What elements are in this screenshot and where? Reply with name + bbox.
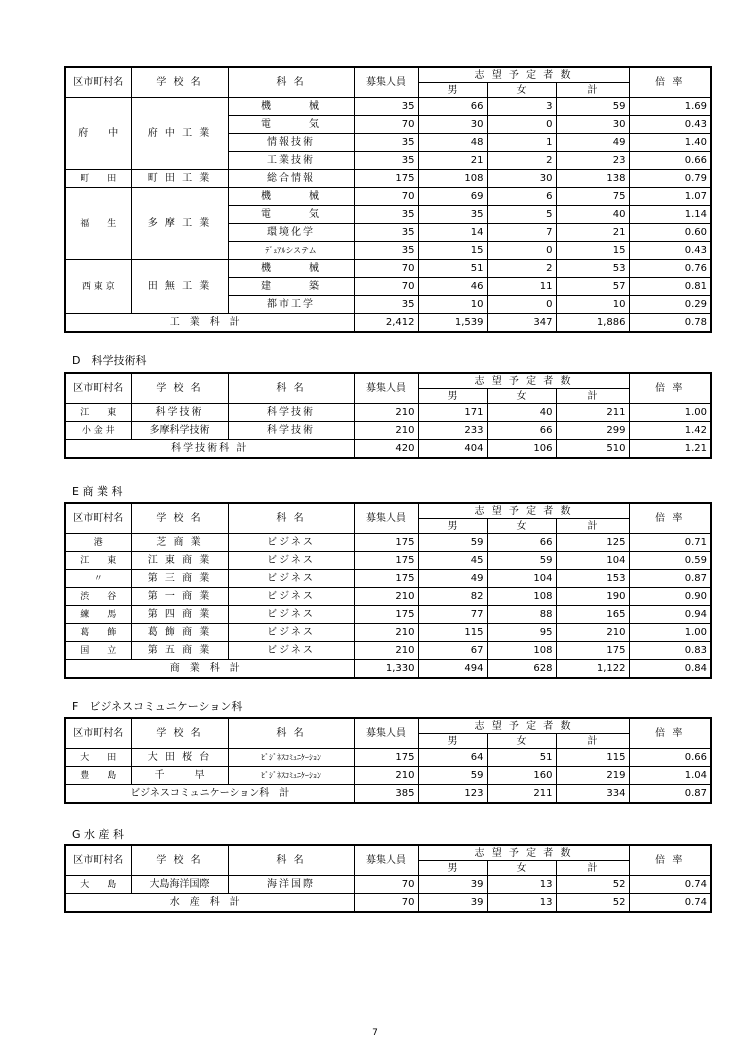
table-row bbox=[65, 170, 711, 188]
ratio-cell: 0.90 bbox=[629, 588, 711, 606]
capacity-cell: 175 bbox=[354, 534, 418, 552]
header-area: 区市町村名 bbox=[65, 67, 131, 98]
total-cell: 30 bbox=[556, 116, 629, 134]
female-cell: 59 bbox=[487, 552, 556, 570]
table-row bbox=[65, 260, 711, 278]
section-heading-f: F ビジネスコミュニケーション科 bbox=[72, 700, 243, 713]
ratio-cell: 0.66 bbox=[629, 152, 711, 170]
header-capacity: 募集人員 bbox=[354, 373, 418, 404]
header-applicants: 志 望 予 定 者 数 bbox=[418, 503, 629, 519]
header-area: 区市町村名 bbox=[65, 503, 131, 534]
ratio-cell: 0.79 bbox=[629, 170, 711, 188]
area-cell: 大 田 bbox=[65, 749, 131, 767]
header-male: 男 bbox=[418, 861, 487, 876]
dept-cell: ビジネス bbox=[228, 534, 354, 552]
total-cell: 153 bbox=[556, 570, 629, 588]
area-cell: 〃 bbox=[65, 570, 131, 588]
total-cell: 52 bbox=[556, 876, 629, 894]
total-cell: 115 bbox=[556, 749, 629, 767]
table-row bbox=[65, 552, 711, 570]
total-cell: 299 bbox=[556, 422, 629, 440]
ratio-cell: 0.29 bbox=[629, 296, 711, 314]
header-female: 女 bbox=[487, 83, 556, 98]
capacity-cell: 35 bbox=[354, 152, 418, 170]
male-cell: 46 bbox=[418, 278, 487, 296]
ratio-cell: 0.43 bbox=[629, 116, 711, 134]
school-cell: 多 摩 工 業 bbox=[131, 188, 228, 260]
header-area: 区市町村名 bbox=[65, 845, 131, 876]
total-cell: 57 bbox=[556, 278, 629, 296]
table-row bbox=[65, 588, 711, 606]
total-cell: 125 bbox=[556, 534, 629, 552]
school-cell: 第 五 商 業 bbox=[131, 642, 228, 660]
dept-cell: ﾋﾞｼﾞﾈｽｺﾐｭﾆｹｰｼｮﾝ bbox=[228, 749, 354, 767]
header-dept: 科 名 bbox=[228, 67, 354, 98]
area-cell: 西 東 京 bbox=[65, 260, 131, 314]
header-total: 計 bbox=[556, 734, 629, 749]
male-cell: 49 bbox=[418, 570, 487, 588]
header-male: 男 bbox=[418, 519, 487, 534]
area-cell: 江 東 bbox=[65, 552, 131, 570]
male-cell: 64 bbox=[418, 749, 487, 767]
page-number: 7 bbox=[372, 1028, 378, 1038]
area-cell: 渋 谷 bbox=[65, 588, 131, 606]
capacity-cell: 70 bbox=[354, 894, 418, 913]
ratio-cell: 1.69 bbox=[629, 98, 711, 116]
dept-cell: ビジネス bbox=[228, 588, 354, 606]
area-cell: 小 金 井 bbox=[65, 422, 131, 440]
header-total: 計 bbox=[556, 83, 629, 98]
ratio-cell: 0.76 bbox=[629, 260, 711, 278]
ratio-cell: 0.43 bbox=[629, 242, 711, 260]
area-cell: 福 生 bbox=[65, 188, 131, 260]
school-cell: 町 田 工 業 bbox=[131, 170, 228, 188]
dept-cell: 海洋国際 bbox=[228, 876, 354, 894]
female-cell: 13 bbox=[487, 894, 556, 913]
dept-cell: 情報技術 bbox=[228, 134, 354, 152]
header-applicants: 志 望 予 定 者 数 bbox=[418, 718, 629, 734]
area-cell: 町 田 bbox=[65, 170, 131, 188]
total-cell: 175 bbox=[556, 642, 629, 660]
dept-cell: ビジネス bbox=[228, 624, 354, 642]
female-cell: 628 bbox=[487, 660, 556, 679]
male-cell: 39 bbox=[418, 894, 487, 913]
female-cell: 108 bbox=[487, 588, 556, 606]
total-cell: 15 bbox=[556, 242, 629, 260]
table-row bbox=[65, 749, 711, 767]
total-cell: 211 bbox=[556, 404, 629, 422]
total-cell: 21 bbox=[556, 224, 629, 242]
header-applicants: 志 望 予 定 者 数 bbox=[418, 845, 629, 861]
capacity-cell: 210 bbox=[354, 422, 418, 440]
dept-cell: 電 気 bbox=[228, 116, 354, 134]
female-cell: 0 bbox=[487, 296, 556, 314]
total-cell: 510 bbox=[556, 440, 629, 459]
female-cell: 2 bbox=[487, 260, 556, 278]
female-cell: 51 bbox=[487, 749, 556, 767]
ratio-cell: 0.83 bbox=[629, 642, 711, 660]
male-cell: 123 bbox=[418, 785, 487, 804]
female-cell: 2 bbox=[487, 152, 556, 170]
school-cell: 千 早 bbox=[131, 767, 228, 785]
total-row bbox=[65, 894, 711, 913]
ratio-cell: 1.14 bbox=[629, 206, 711, 224]
total-label: 工業科計 bbox=[65, 314, 354, 333]
male-cell: 59 bbox=[418, 767, 487, 785]
header-applicants: 志 望 予 定 者 数 bbox=[418, 67, 629, 83]
commerce-table bbox=[64, 502, 712, 679]
female-cell: 1 bbox=[487, 134, 556, 152]
table-row bbox=[65, 534, 711, 552]
dept-cell: 科学技術 bbox=[228, 404, 354, 422]
school-cell: 大島海洋国際 bbox=[131, 876, 228, 894]
female-cell: 66 bbox=[487, 422, 556, 440]
capacity-cell: 210 bbox=[354, 404, 418, 422]
total-cell: 40 bbox=[556, 206, 629, 224]
male-cell: 77 bbox=[418, 606, 487, 624]
male-cell: 69 bbox=[418, 188, 487, 206]
section-heading-e: E 商 業 科 bbox=[72, 485, 123, 498]
business-comm-table bbox=[64, 717, 712, 804]
total-row bbox=[65, 785, 711, 804]
female-cell: 160 bbox=[487, 767, 556, 785]
table-row bbox=[65, 404, 711, 422]
total-cell: 1,122 bbox=[556, 660, 629, 679]
ratio-cell: 0.59 bbox=[629, 552, 711, 570]
male-cell: 51 bbox=[418, 260, 487, 278]
ratio-cell: 0.74 bbox=[629, 876, 711, 894]
header-dept: 科 名 bbox=[228, 845, 354, 876]
total-cell: 104 bbox=[556, 552, 629, 570]
header-school: 学 校 名 bbox=[131, 718, 228, 749]
header-dept: 科 名 bbox=[228, 373, 354, 404]
total-cell: 75 bbox=[556, 188, 629, 206]
header-female: 女 bbox=[487, 734, 556, 749]
female-cell: 6 bbox=[487, 188, 556, 206]
ratio-cell: 0.74 bbox=[629, 894, 711, 913]
capacity-cell: 175 bbox=[354, 552, 418, 570]
header-applicants: 志 望 予 定 者 数 bbox=[418, 373, 629, 389]
header-ratio: 倍 率 bbox=[629, 503, 711, 534]
header-ratio: 倍 率 bbox=[629, 845, 711, 876]
school-cell: 第 四 商 業 bbox=[131, 606, 228, 624]
female-cell: 7 bbox=[487, 224, 556, 242]
capacity-cell: 175 bbox=[354, 606, 418, 624]
total-row bbox=[65, 314, 711, 333]
ratio-cell: 0.66 bbox=[629, 749, 711, 767]
header-capacity: 募集人員 bbox=[354, 718, 418, 749]
male-cell: 35 bbox=[418, 206, 487, 224]
female-cell: 66 bbox=[487, 534, 556, 552]
table-row bbox=[65, 624, 711, 642]
capacity-cell: 210 bbox=[354, 642, 418, 660]
total-cell: 49 bbox=[556, 134, 629, 152]
capacity-cell: 35 bbox=[354, 134, 418, 152]
total-cell: 59 bbox=[556, 98, 629, 116]
total-cell: 23 bbox=[556, 152, 629, 170]
header-school: 学 校 名 bbox=[131, 503, 228, 534]
capacity-cell: 420 bbox=[354, 440, 418, 459]
male-cell: 82 bbox=[418, 588, 487, 606]
ratio-cell: 0.84 bbox=[629, 660, 711, 679]
header-school: 学 校 名 bbox=[131, 845, 228, 876]
total-cell: 219 bbox=[556, 767, 629, 785]
male-cell: 115 bbox=[418, 624, 487, 642]
total-cell: 334 bbox=[556, 785, 629, 804]
female-cell: 11 bbox=[487, 278, 556, 296]
section-heading-g: G 水 産 科 bbox=[72, 828, 125, 841]
school-cell: 府 中 工 業 bbox=[131, 98, 228, 170]
female-cell: 3 bbox=[487, 98, 556, 116]
ratio-cell: 1.07 bbox=[629, 188, 711, 206]
capacity-cell: 210 bbox=[354, 767, 418, 785]
capacity-cell: 2,412 bbox=[354, 314, 418, 333]
ratio-cell: 1.40 bbox=[629, 134, 711, 152]
male-cell: 404 bbox=[418, 440, 487, 459]
table-row bbox=[65, 767, 711, 785]
area-cell: 大 島 bbox=[65, 876, 131, 894]
capacity-cell: 35 bbox=[354, 242, 418, 260]
ratio-cell: 0.60 bbox=[629, 224, 711, 242]
area-cell: 練 馬 bbox=[65, 606, 131, 624]
female-cell: 13 bbox=[487, 876, 556, 894]
science-tech-table bbox=[64, 372, 712, 459]
ratio-cell: 1.04 bbox=[629, 767, 711, 785]
dept-cell: 工業技術 bbox=[228, 152, 354, 170]
female-cell: 5 bbox=[487, 206, 556, 224]
industry-table bbox=[64, 66, 712, 333]
total-label: 水産科計 bbox=[65, 894, 354, 913]
male-cell: 1,539 bbox=[418, 314, 487, 333]
female-cell: 0 bbox=[487, 116, 556, 134]
school-cell: 芝 商 業 bbox=[131, 534, 228, 552]
dept-cell: 都市工学 bbox=[228, 296, 354, 314]
capacity-cell: 175 bbox=[354, 170, 418, 188]
female-cell: 108 bbox=[487, 642, 556, 660]
dept-cell: 総合情報 bbox=[228, 170, 354, 188]
dept-cell: 科学技術 bbox=[228, 422, 354, 440]
male-cell: 10 bbox=[418, 296, 487, 314]
header-ratio: 倍 率 bbox=[629, 373, 711, 404]
ratio-cell: 1.42 bbox=[629, 422, 711, 440]
male-cell: 21 bbox=[418, 152, 487, 170]
school-cell: 科学技術 bbox=[131, 404, 228, 422]
dept-cell: 機 械 bbox=[228, 98, 354, 116]
male-cell: 59 bbox=[418, 534, 487, 552]
ratio-cell: 1.21 bbox=[629, 440, 711, 459]
dept-cell: 機 械 bbox=[228, 260, 354, 278]
capacity-cell: 35 bbox=[354, 98, 418, 116]
total-cell: 53 bbox=[556, 260, 629, 278]
header-capacity: 募集人員 bbox=[354, 845, 418, 876]
school-cell: 多摩科学技術 bbox=[131, 422, 228, 440]
dept-cell: ﾃﾞｭｱﾙシステム bbox=[228, 242, 354, 260]
capacity-cell: 70 bbox=[354, 278, 418, 296]
area-cell: 葛 飾 bbox=[65, 624, 131, 642]
female-cell: 0 bbox=[487, 242, 556, 260]
capacity-cell: 35 bbox=[354, 206, 418, 224]
total-label: 科学技術科 計 bbox=[65, 440, 354, 459]
female-cell: 106 bbox=[487, 440, 556, 459]
school-cell: 田 無 工 業 bbox=[131, 260, 228, 314]
dept-cell: ビジネス bbox=[228, 570, 354, 588]
male-cell: 45 bbox=[418, 552, 487, 570]
total-cell: 210 bbox=[556, 624, 629, 642]
total-cell: 52 bbox=[556, 894, 629, 913]
female-cell: 95 bbox=[487, 624, 556, 642]
area-cell: 豊 島 bbox=[65, 767, 131, 785]
dept-cell: 環境化学 bbox=[228, 224, 354, 242]
total-cell: 1,886 bbox=[556, 314, 629, 333]
table-row bbox=[65, 876, 711, 894]
ratio-cell: 1.00 bbox=[629, 624, 711, 642]
female-cell: 88 bbox=[487, 606, 556, 624]
total-label: 商業科計 bbox=[65, 660, 354, 679]
header-ratio: 倍 率 bbox=[629, 718, 711, 749]
header-area: 区市町村名 bbox=[65, 718, 131, 749]
table-row bbox=[65, 570, 711, 588]
total-row bbox=[65, 440, 711, 459]
ratio-cell: 0.71 bbox=[629, 534, 711, 552]
ratio-cell: 0.81 bbox=[629, 278, 711, 296]
header-area: 区市町村名 bbox=[65, 373, 131, 404]
header-capacity: 募集人員 bbox=[354, 503, 418, 534]
male-cell: 494 bbox=[418, 660, 487, 679]
female-cell: 40 bbox=[487, 404, 556, 422]
table-row bbox=[65, 422, 711, 440]
male-cell: 48 bbox=[418, 134, 487, 152]
area-cell: 港 bbox=[65, 534, 131, 552]
dept-cell: ビジネス bbox=[228, 552, 354, 570]
capacity-cell: 70 bbox=[354, 876, 418, 894]
fisheries-table bbox=[64, 844, 712, 913]
header-school: 学 校 名 bbox=[131, 373, 228, 404]
school-cell: 大 田 桜 台 bbox=[131, 749, 228, 767]
header-dept: 科 名 bbox=[228, 503, 354, 534]
male-cell: 14 bbox=[418, 224, 487, 242]
header-male: 男 bbox=[418, 389, 487, 404]
total-cell: 165 bbox=[556, 606, 629, 624]
female-cell: 104 bbox=[487, 570, 556, 588]
capacity-cell: 385 bbox=[354, 785, 418, 804]
header-female: 女 bbox=[487, 519, 556, 534]
header-capacity: 募集人員 bbox=[354, 67, 418, 98]
capacity-cell: 70 bbox=[354, 260, 418, 278]
dept-cell: 機 械 bbox=[228, 188, 354, 206]
total-row bbox=[65, 660, 711, 679]
header-ratio: 倍 率 bbox=[629, 67, 711, 98]
female-cell: 347 bbox=[487, 314, 556, 333]
capacity-cell: 210 bbox=[354, 624, 418, 642]
total-cell: 190 bbox=[556, 588, 629, 606]
dept-cell: 電 気 bbox=[228, 206, 354, 224]
female-cell: 211 bbox=[487, 785, 556, 804]
total-cell: 138 bbox=[556, 170, 629, 188]
section-heading-d: D 科学技術科 bbox=[72, 354, 147, 367]
area-cell: 府 中 bbox=[65, 98, 131, 170]
header-female: 女 bbox=[487, 389, 556, 404]
male-cell: 171 bbox=[418, 404, 487, 422]
dept-cell: ビジネス bbox=[228, 642, 354, 660]
table-row bbox=[65, 98, 711, 116]
capacity-cell: 35 bbox=[354, 224, 418, 242]
header-school: 学 校 名 bbox=[131, 67, 228, 98]
male-cell: 233 bbox=[418, 422, 487, 440]
male-cell: 15 bbox=[418, 242, 487, 260]
area-cell: 国 立 bbox=[65, 642, 131, 660]
header-total: 計 bbox=[556, 389, 629, 404]
header-female: 女 bbox=[487, 861, 556, 876]
area-cell: 江 東 bbox=[65, 404, 131, 422]
dept-cell: ビジネス bbox=[228, 606, 354, 624]
table-row bbox=[65, 606, 711, 624]
capacity-cell: 175 bbox=[354, 749, 418, 767]
male-cell: 67 bbox=[418, 642, 487, 660]
female-cell: 30 bbox=[487, 170, 556, 188]
total-cell: 10 bbox=[556, 296, 629, 314]
ratio-cell: 1.00 bbox=[629, 404, 711, 422]
capacity-cell: 1,330 bbox=[354, 660, 418, 679]
dept-cell: 建 築 bbox=[228, 278, 354, 296]
male-cell: 39 bbox=[418, 876, 487, 894]
capacity-cell: 35 bbox=[354, 296, 418, 314]
school-cell: 第 三 商 業 bbox=[131, 570, 228, 588]
ratio-cell: 0.78 bbox=[629, 314, 711, 333]
ratio-cell: 0.94 bbox=[629, 606, 711, 624]
header-male: 男 bbox=[418, 83, 487, 98]
capacity-cell: 210 bbox=[354, 588, 418, 606]
ratio-cell: 0.87 bbox=[629, 785, 711, 804]
table-row bbox=[65, 188, 711, 206]
header-dept: 科 名 bbox=[228, 718, 354, 749]
table-row bbox=[65, 642, 711, 660]
school-cell: 第 一 商 業 bbox=[131, 588, 228, 606]
dept-cell: ﾋﾞｼﾞﾈｽｺﾐｭﾆｹｰｼｮﾝ bbox=[228, 767, 354, 785]
ratio-cell: 0.87 bbox=[629, 570, 711, 588]
total-label: ビジネスコミュニケーション科 計 bbox=[65, 785, 354, 804]
male-cell: 66 bbox=[418, 98, 487, 116]
male-cell: 30 bbox=[418, 116, 487, 134]
capacity-cell: 70 bbox=[354, 188, 418, 206]
header-male: 男 bbox=[418, 734, 487, 749]
header-total: 計 bbox=[556, 861, 629, 876]
capacity-cell: 175 bbox=[354, 570, 418, 588]
male-cell: 108 bbox=[418, 170, 487, 188]
school-cell: 江 東 商 業 bbox=[131, 552, 228, 570]
capacity-cell: 70 bbox=[354, 116, 418, 134]
school-cell: 葛 飾 商 業 bbox=[131, 624, 228, 642]
header-total: 計 bbox=[556, 519, 629, 534]
